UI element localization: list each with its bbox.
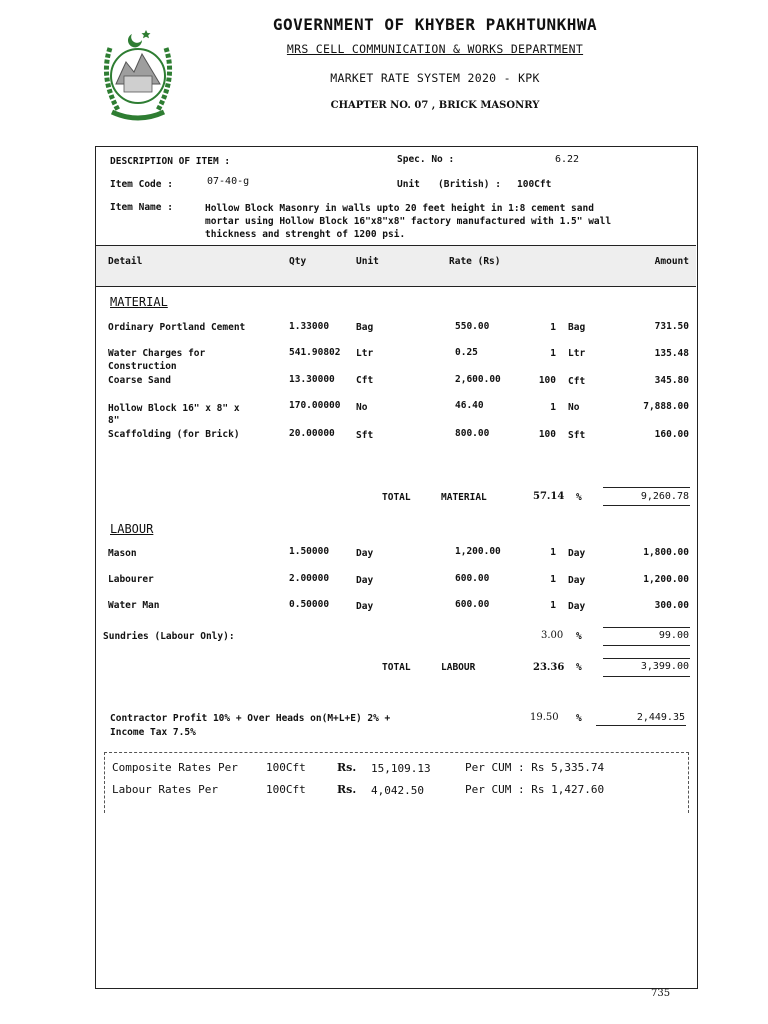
labour-amount: 1,200.00 [643,574,689,585]
labour-per: 1 [550,600,556,611]
sundries-percent-sign: % [576,631,582,642]
labour-rate: 600.00 [455,573,490,584]
material-qty: 13.30000 [289,374,335,385]
col-detail: Detail [108,256,143,267]
item-name-line-3: thickness and strenght of 1200 psi. [205,229,406,240]
labour-amount: 300.00 [654,600,689,611]
labour-total-amount: 3,399.00 [640,661,689,672]
col-unit: Unit [356,256,379,267]
labour-total-name: LABOUR [441,662,476,673]
labour-heading: LABOUR [110,522,154,536]
material-detail: Coarse Sand [108,375,171,386]
composite-rate-label: Composite Rates Per [112,761,238,774]
labour-amount: 1,800.00 [643,547,689,558]
labour-rate-value: 4,042.50 [371,784,424,797]
sundries-percent: 3.00 [541,630,564,641]
labour-rate: 1,200.00 [455,546,501,557]
material-detail: Scaffolding (for Brick) [108,429,240,440]
material-rate: 2,600.00 [455,374,501,385]
composite-rate-value: 15,109.13 [371,762,431,775]
material-qty: 541.90802 [289,347,341,358]
labour-qty: 0.50000 [289,599,330,610]
labour-total-percent: 23.36 [533,662,565,673]
material-per-unit: Ltr [568,348,586,359]
contractor-line-1: Contractor Profit 10% + Over Heads on(M+L+E) 2% + [110,713,391,724]
material-total-name: MATERIAL [441,492,487,503]
material-rate: 0.25 [455,347,478,358]
labour-unit: Day [356,575,374,586]
contractor-percent-sign: % [576,713,582,724]
labour-detail: Mason [108,548,137,559]
contractor-rule [596,725,686,726]
labour-rate-rs: Rs. [337,783,357,796]
chapter-title: CHAPTER NO. 07 , BRICK MASONRY [330,100,540,111]
material-unit: Bag [356,322,374,333]
material-total-rule-bottom [603,505,690,506]
labour-detail: Labourer [108,574,154,585]
material-per-unit: Sft [568,430,586,441]
material-per: 100 [538,429,556,440]
material-qty: 1.33000 [289,321,330,332]
item-code-label: Item Code : [110,179,173,190]
material-heading: MATERIAL [110,295,168,309]
col-rate: Rate (Rs) [449,256,501,267]
material-rate: 800.00 [455,428,490,439]
material-detail: Construction [108,361,177,372]
material-total-rule-top [603,487,690,488]
labour-per: 1 [550,547,556,558]
labour-per: 1 [550,574,556,585]
composite-rate-unit: 100Cft [266,761,306,774]
material-unit: No [356,402,368,413]
spec-label: Spec. No : [397,154,455,165]
material-unit: Cft [356,375,374,386]
unit-label: Unit [397,179,420,190]
material-rate: 550.00 [455,321,490,332]
sundries-amount: 99.00 [658,630,689,641]
material-detail: 8" [108,415,120,426]
government-title: GOVERNMENT OF KHYBER PAKHTUNKHWA [272,15,598,34]
material-detail: Ordinary Portland Cement [108,322,246,333]
labour-detail: Water Man [108,600,160,611]
item-name-line-2: mortar using Hollow Block 16"x8"x8" factory manufactured with 1.5" wall [205,216,612,227]
material-qty: 170.00000 [289,400,341,411]
labour-qty: 2.00000 [289,573,330,584]
labour-percent-sign: % [576,662,582,673]
material-per: 1 [550,348,556,359]
material-amount: 7,888.00 [643,401,689,412]
labour-total-rule-bottom [603,676,690,677]
material-detail: Water Charges for [108,348,206,359]
material-total-amount: 9,260.78 [640,491,689,502]
spec-value: 6.22 [555,154,580,165]
description-label: DESCRIPTION OF ITEM : [110,156,231,167]
labour-per-unit: Day [568,548,586,559]
labour-total-rule-top [603,658,690,659]
page-number: 735 [651,988,671,999]
sundries-rule-top [603,627,690,628]
sundries-label: Sundries (Labour Only): [103,631,235,642]
material-rate: 46.40 [455,400,484,411]
material-amount: 160.00 [654,429,689,440]
composite-rate-rs: Rs. [337,761,357,774]
material-unit: Ltr [356,348,374,359]
material-per: 1 [550,322,556,333]
item-name-label: Item Name : [110,202,173,213]
labour-unit: Day [356,548,374,559]
item-name-line-1: Hollow Block Masonry in walls upto 20 feet height in 1:8 cement sand [205,203,594,214]
col-amount: Amount [654,256,689,267]
contractor-percent: 19.50 [530,712,559,723]
material-detail: Hollow Block 16" x 8" x [108,403,240,414]
contractor-amount: 2,449.35 [636,712,685,723]
unit-value: 100Cft [517,179,552,190]
labour-rate-cum: Per CUM : Rs 1,427.60 [465,783,605,796]
material-per-unit: Bag [568,322,586,333]
material-unit: Sft [356,430,374,441]
labour-rate-unit: 100Cft [266,783,306,796]
labour-total-label: TOTAL [382,662,411,673]
composite-rate-cum: Per CUM : Rs 5,335.74 [465,761,605,774]
labour-qty: 1.50000 [289,546,330,557]
material-per-unit: No [568,402,580,413]
material-qty: 20.00000 [289,428,335,439]
labour-rate: 600.00 [455,599,490,610]
unit-type: (British) : [438,179,501,190]
department-title: MRS CELL COMMUNICATION & WORKS DEPARTMENT [286,42,584,56]
system-title: MARKET RATE SYSTEM 2020 - KPK [330,71,540,85]
material-total-percent: 57.14 [533,491,565,502]
item-code-value: 07-40-g [207,176,250,187]
labour-per-unit: Day [568,575,586,586]
labour-per-unit: Day [568,601,586,612]
material-amount: 345.80 [654,375,689,386]
labour-unit: Day [356,601,374,612]
sundries-rule-bottom [603,645,690,646]
material-percent-sign: % [576,492,582,503]
material-per: 100 [538,375,556,386]
material-amount: 135.48 [654,348,689,359]
labour-rate-label: Labour Rates Per [112,783,218,796]
material-per-unit: Cft [568,376,586,387]
material-amount: 731.50 [654,321,689,332]
material-total-label: TOTAL [382,492,411,503]
contractor-line-2: Income Tax 7.5% [110,727,196,738]
col-qty: Qty [289,256,307,267]
material-per: 1 [550,402,556,413]
